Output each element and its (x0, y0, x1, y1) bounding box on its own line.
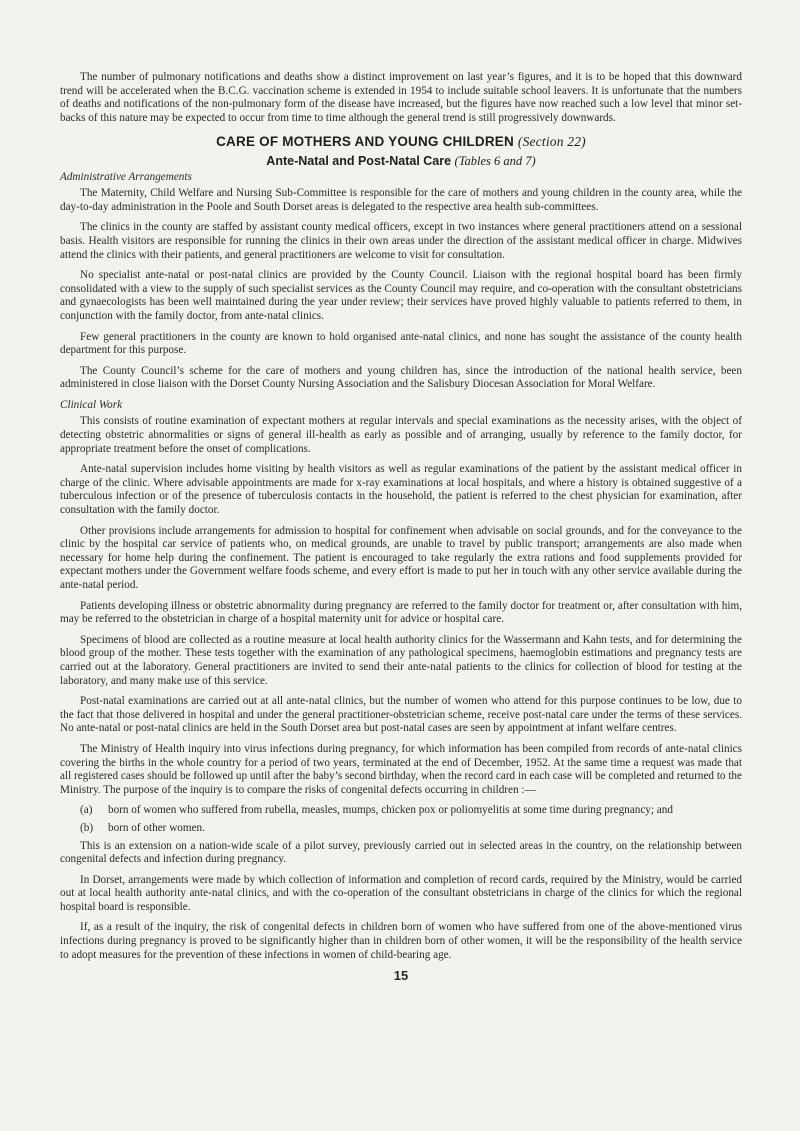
list-item-text: born of other women. (108, 821, 205, 834)
admin-subheading: Administrative Arrangements (60, 170, 192, 183)
page-number: 15 (393, 968, 409, 984)
admin-paragraph: The Maternity, Child Welfare and Nursing Sub-Committee is responsible for the care of mothers and young children in the county area, while the day-to-day administration in the Poole and South Dorset areas is delegated to the respective area health sub-committees. (60, 187, 742, 213)
closing-paragraph: This is an extension on a nation-wide scale of a pilot survey, previously carried out in selected areas in the country, on the relationship between congenital defects and infection during pregnancy. (60, 839, 742, 866)
list-item (60, 822, 742, 836)
clinical-paragraph: This consists of routine examination of expectant mothers at regular intervals and special examinations as the necessity arises, with the object of detecting obstetric abnormalities or signs of general ill-health as early as possible and of arranging, usually by reference to the family doctor, for appropriate treatment before the onset of complications. (60, 415, 742, 455)
section-title (60, 135, 742, 149)
admin-paragraph: No specialist ante-natal or post-natal clinics are provided by the County Council. Liaison with the regional hospital board has been firmly consolidated with a view to the supply of such specialist services as the County Council may require, and co-operation with the consultant obstetricians and gynaecologists has been well maintained during the year under review; their services have proved highly valuable to patients referred to them, in conjunction with the family doctor, from ante-natal clinics. (60, 269, 742, 322)
intro-paragraph: The number of pulmonary notifications and deaths show a distinct improvement on last year’s figures, and it is to be hoped that this downward trend will be accelerated when the B.C.G. vaccination scheme is extended in 1954 to include suitable school leavers. It is unfortunate that the numbers of deaths and notifications of the non-pulmonary form of the disease have increased, but the figures have now reached such a low level that minor set-backs of this nature may be expected to occur from time to time although the general trend is still progressively downwards. (60, 71, 742, 124)
clinical-paragraph: Patients developing illness or obstetric abnormality during pregnancy are referred to the family doctor for treatment or, after consultation with him, may be referred to the obstetrician in charge of a hospital maternity unit for advice or hospital care. (60, 599, 742, 626)
list-item-text: born of women who suffered from rubella, measles, mumps, chicken pox or poliomyelitis at some time during pregnancy; and (108, 804, 673, 817)
clinical-paragraph: Specimens of blood are collected as a routine measure at local health authority clinics for the Wassermann and Kahn tests, and for determining the blood group of the mother. These tests together with the examination of any pathological specimens, haemoglobin estimations and pregnancy tests are carried out at the laboratory. General practitioners are invited to send their ante-natal patients to the clinics for collection of blood for testing at the laboratory, and many make use of this service. (60, 633, 742, 687)
document-page (60, 71, 742, 983)
list-item-label: (b) (80, 821, 94, 834)
section-subtitle (60, 155, 742, 169)
closing-paragraph: If, as a result of the inquiry, the risk of congenital defects in children born of women who have suffered from one of the above-mentioned virus infections during pregnancy is proved to be significantly higher than in children born of other women, it will be the responsibility of the health service to adopt measures for the prevention of these infections in women of child-bearing age. (60, 921, 742, 961)
list-item-label: (a) (80, 804, 93, 817)
section-subtitle-ref: (Tables 6 and 7) (454, 153, 536, 168)
clinical-paragraph: Post-natal examinations are carried out at all ante-natal clinics, but the number of women who attend for this purpose continues to be low, due to the fact that those delivered in hospital and under the general practitioner-obstetrician scheme, receive post-natal care under the terms of these services. No ante-natal or post-natal clinics are held in the South Dorset area but post-natal cases are seen by appointment at infant welfare centres. (60, 695, 742, 735)
list-item (60, 804, 742, 818)
clinical-subheading: Clinical Work (60, 398, 123, 411)
admin-paragraph: The County Council’s scheme for the care of mothers and young children has, since the introduction of the national health service, been administered in close liaison with the Dorset County Nursing Association and the Salisbury Diocesan Association for Moral Welfare. (60, 364, 742, 391)
admin-paragraph: Few general practitioners in the county are known to hold organised ante-natal clinics, and none has sought the assistance of the county health department for this purpose. (60, 330, 742, 357)
section-subtitle-text: Ante-Natal and Post-Natal Care (266, 153, 452, 168)
clinical-paragraph: Other provisions include arrangements for admission to hospital for confinement when advisable on social grounds, and for the conveyance to the clinic by the hospital car service of patients who, on medical grounds, are unable to travel by public transport; arrangements are also made when necessary for home help during the confinement. The patient is encouraged to take regularly the extra rations and food supplements provided for expectant mothers under the Government welfare foods scheme, and every effort is made to put her in touch with any other service available during the ante-natal period. (60, 524, 742, 591)
closing-paragraph: In Dorset, arrangements were made by which collection of information and completion of record cards, required by the Ministry, would be carried out at local health authority ante-natal clinics, and with the co-operation of the consultant obstetricians in charge of the clinics for which the regional hospital board is responsible. (60, 873, 742, 913)
clinical-paragraph: Ante-natal supervision includes home visiting by health visitors as well as regular examinations of the patient by the assistant medical officer in charge of the clinic. Where advisable appointments are made for x-ray examinations at local hospitals, and where a history is obtained suggestive of a tuberculous infection or of the presence of tuberculosis contacts in the household, the patient is referred to the chest physician for examination, after consultation with the family doctor. (60, 463, 742, 517)
section-title-text: CARE OF MOTHERS AND YOUNG CHILDREN (216, 134, 514, 150)
admin-paragraph: The clinics in the county are staffed by assistant county medical officers, except in two instances where general practitioners attend on a sessional basis. Health visitors are responsible for running the clinics in their own areas under the direction of the assistant medical officer in charge. Midwives attend the clinics with their patients, and general practitioners are welcome to visit for consultation. (60, 221, 742, 261)
section-title-ref: (Section 22) (517, 134, 586, 150)
clinical-paragraph: The Ministry of Health inquiry into virus infections during pregnancy, for which information has been compiled from records of ante-natal clinics covering the births in the whole country for a period of two years, terminated at the end of December, 1952. At the same time a request was made that all registered cases should be followed up until after the baby’s second birthday, when the record card in each case will be completed and returned to the Ministry. The purpose of the inquiry is to compare the risks of congenital defects occurring in children :— (60, 742, 742, 796)
